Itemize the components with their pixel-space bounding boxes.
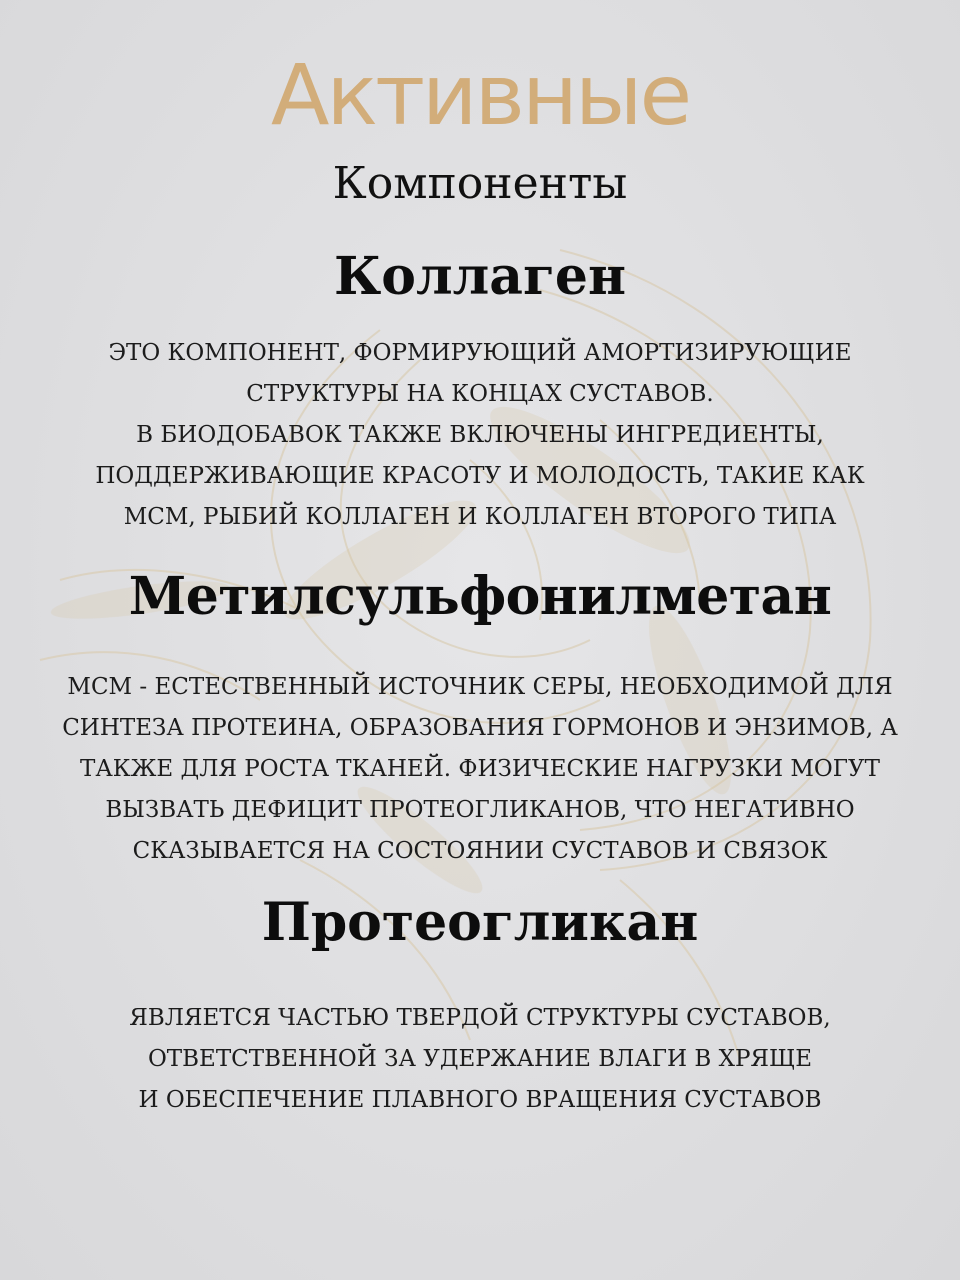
text-line: ЯВЛЯЕТСЯ ЧАСТЬЮ ТВЕРДОЙ СТРУКТУРЫ СУСТАВОВ, — [129, 1005, 831, 1031]
page-subtitle: Компоненты — [332, 158, 628, 209]
section-text-collagen — [30, 333, 930, 538]
section-heading-msm: Метилсульфонилметан — [128, 566, 832, 627]
section-text-msm — [30, 667, 930, 872]
text-line: ОТВЕТСТВЕННОЙ ЗА УДЕРЖАНИЕ ВЛАГИ В ХРЯЩЕ — [147, 1046, 813, 1072]
page-title: Активные — [270, 46, 690, 144]
text-line: МСМ - ЕСТЕСТВЕННЫЙ ИСТОЧНИК СЕРЫ, НЕОБХОДИМОЙ ДЛЯ — [67, 674, 893, 700]
text-line: СКАЗЫВАЕТСЯ НА СОСТОЯНИИ СУСТАВОВ И СВЯЗОК — [132, 838, 828, 864]
text-line: ЭТО КОМПОНЕНТ, ФОРМИРУЮЩИЙ АМОРТИЗИРУЮЩИЕ — [108, 340, 852, 366]
text-line: И ОБЕСПЕЧЕНИЕ ПЛАВНОГО ВРАЩЕНИЯ СУСТАВОВ — [138, 1087, 822, 1113]
text-line: ТАКЖЕ ДЛЯ РОСТА ТКАНЕЙ. ФИЗИЧЕСКИЕ НАГРУЗКИ МОГУТ — [80, 756, 880, 782]
section-heading-proteoglycan: Протеогликан — [261, 892, 699, 953]
text-line: ПОДДЕРЖИВАЮЩИЕ КРАСОТУ И МОЛОДОСТЬ, ТАКИЕ КАК — [95, 463, 865, 489]
text-line: СТРУКТУРЫ НА КОНЦАХ СУСТАВОВ. — [246, 381, 714, 407]
text-line: ВЫЗВАТЬ ДЕФИЦИТ ПРОТЕОГЛИКАНОВ, ЧТО НЕГАТИВНО — [105, 797, 855, 823]
section-text-proteoglycan — [30, 998, 930, 1121]
text-line: МСМ, РЫБИЙ КОЛЛАГЕН И КОЛЛАГЕН ВТОРОГО ТИПА — [123, 504, 837, 530]
section-heading-collagen: Коллаген — [333, 246, 627, 307]
text-line: СИНТЕЗА ПРОТЕИНА, ОБРАЗОВАНИЯ ГОРМОНОВ И ЭНЗИМОВ, А — [62, 715, 898, 741]
text-line: В БИОДОБАВОК ТАКЖЕ ВКЛЮЧЕНЫ ИНГРЕДИЕНТЫ, — [136, 422, 824, 448]
